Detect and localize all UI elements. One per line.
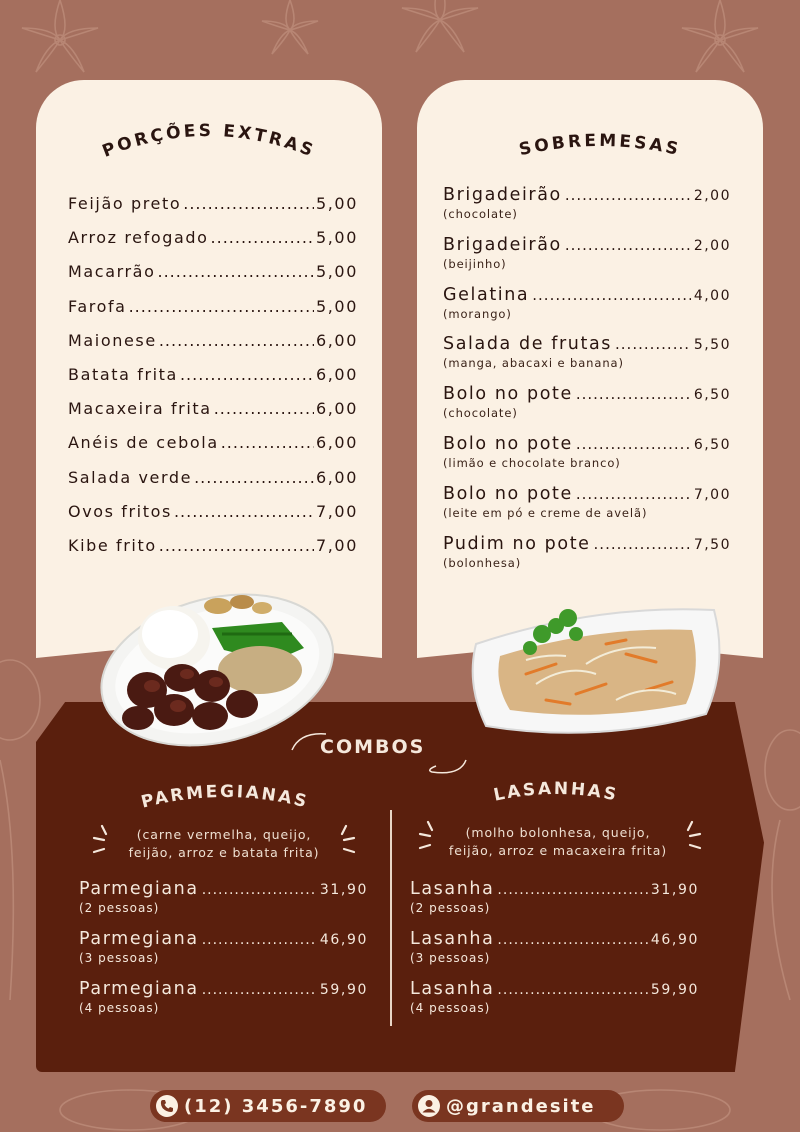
list-item: Lasanha ..... 46,90 (3 pessoas) — [410, 928, 699, 978]
parmegianas-list — [79, 878, 368, 1028]
list-item: Maionese ..... 6,00 — [68, 331, 358, 365]
list-item: Batata frita ..... 6,00 — [68, 365, 358, 399]
sobremesas-title — [500, 120, 700, 170]
extras-list — [68, 194, 358, 570]
list-item: Macarrão ..... 5,00 — [68, 262, 358, 296]
combos-divider — [390, 810, 392, 1026]
rice-plate-image — [466, 604, 728, 738]
list-item: Lasanha ..... 59,90 (4 pessoas) — [410, 978, 699, 1028]
phone-pill[interactable] — [150, 1090, 386, 1122]
user-icon — [418, 1095, 440, 1117]
extras-title — [80, 110, 340, 180]
phone-icon — [156, 1095, 178, 1117]
svg-text:LASANHAS: LASANHAS — [491, 778, 621, 806]
list-item: Brigadeirão ..... 2,00 (chocolate) — [443, 184, 731, 234]
svg-text:PARMEGIANAS: PARMEGIANAS — [139, 781, 311, 813]
list-item: Lasanha ..... 31,90 (2 pessoas) — [410, 878, 699, 928]
list-item: Pudim no pote ..... 7,50 (bolonhesa) — [443, 533, 731, 583]
combos-title: COMBOS — [320, 736, 426, 758]
list-item: Gelatina ..... 4,00 (morango) — [443, 284, 731, 334]
list-item: Anéis de cebola ..... 6,00 — [68, 433, 358, 467]
list-item: Bolo no pote ..... 6,50 (limão e chocolate branco) — [443, 433, 731, 483]
list-item: Kibe frito ..... 7,00 — [68, 536, 358, 570]
list-item: Salada verde ..... 6,00 — [68, 468, 358, 502]
list-item: Arroz refogado ..... 5,00 — [68, 228, 358, 262]
lasanhas-list — [410, 878, 699, 1028]
lasanhas-title — [476, 770, 636, 810]
list-item: Parmegiana ..... 59,90 (4 pessoas) — [79, 978, 368, 1028]
list-item: Parmegiana ..... 31,90 (2 pessoas) — [79, 878, 368, 928]
svg-text:SOBREMESAS: SOBREMESAS — [517, 130, 683, 161]
parmegianas-description: (carne vermelha, queijo, feijão, arroz e batata frita) — [128, 827, 320, 860]
list-item: Feijão preto ..... 5,00 — [68, 194, 358, 228]
list-item: Salada de frutas ..... 5,50 (manga, abacaxi e banana) — [443, 333, 731, 383]
lasanhas-description: (molho bolonhesa, queijo, feijão, arroz e macaxeira frita) — [448, 825, 668, 858]
list-item: Brigadeirão ..... 2,00 (beijinho) — [443, 234, 731, 284]
list-item: Bolo no pote ..... 6,50 (chocolate) — [443, 383, 731, 433]
list-item: Ovos fritos ..... 7,00 — [68, 502, 358, 536]
parmegianas-title — [120, 772, 330, 822]
list-item: Macaxeira frita ..... 6,00 — [68, 399, 358, 433]
social-handle: @grandesite — [446, 1095, 596, 1117]
list-item: Bolo no pote ..... 7,00 (leite em pó e creme de avelã) — [443, 483, 731, 533]
phone-number: (12) 3456-7890 — [184, 1095, 368, 1117]
svg-text:PORÇÕES EXTRAS: PORÇÕES EXTRAS — [99, 120, 319, 162]
sobremesas-list — [443, 184, 731, 582]
social-pill[interactable] — [412, 1090, 624, 1122]
list-item: Farofa ..... 5,00 — [68, 297, 358, 331]
meat-plate-image — [92, 578, 342, 760]
list-item: Parmegiana ..... 46,90 (3 pessoas) — [79, 928, 368, 978]
